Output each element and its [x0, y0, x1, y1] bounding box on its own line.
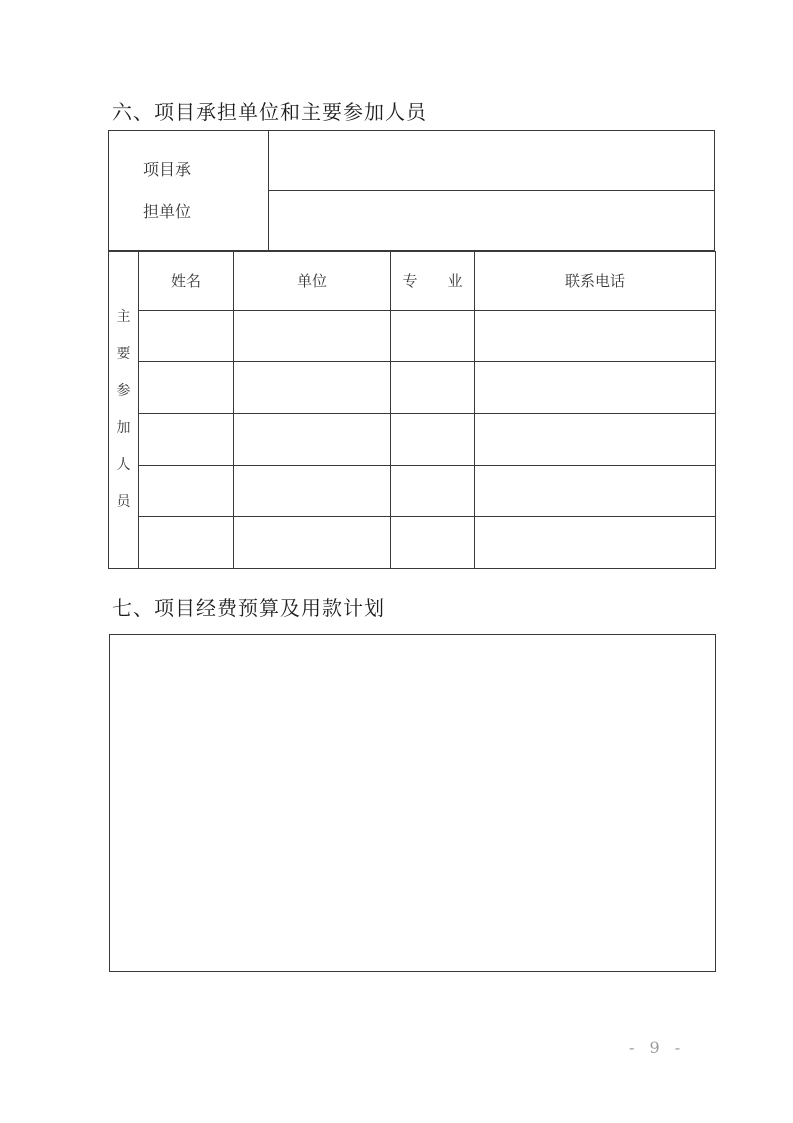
major-cell[interactable]	[391, 362, 475, 414]
table-row	[109, 310, 716, 362]
project-unit-label	[109, 131, 269, 251]
phone-cell[interactable]	[475, 465, 716, 517]
unit-cell[interactable]	[234, 310, 391, 362]
section-6-title: 六、项目承担单位和主要参加人员	[112, 100, 427, 124]
phone-cell[interactable]	[475, 517, 716, 569]
major-cell[interactable]	[391, 414, 475, 466]
column-header-unit: 单位	[234, 252, 391, 311]
major-cell[interactable]	[391, 517, 475, 569]
personnel-label-char: 员	[116, 494, 131, 510]
unit-cell[interactable]	[234, 517, 391, 569]
name-cell[interactable]	[139, 310, 234, 362]
personnel-label-char: 加	[116, 420, 131, 436]
unit-cell[interactable]	[234, 414, 391, 466]
project-unit-label-line1: 项目承	[143, 159, 192, 179]
phone-cell[interactable]	[475, 362, 716, 414]
project-unit-field-1[interactable]	[269, 131, 715, 191]
unit-cell[interactable]	[234, 465, 391, 517]
major-cell[interactable]	[391, 310, 475, 362]
column-header-major: 专 业	[391, 252, 475, 311]
name-cell[interactable]	[139, 465, 234, 517]
name-cell[interactable]	[139, 517, 234, 569]
phone-cell[interactable]	[475, 310, 716, 362]
personnel-label-char: 参	[116, 383, 131, 399]
personnel-table	[108, 251, 716, 569]
unit-cell[interactable]	[234, 362, 391, 414]
project-unit-label-line2: 担单位	[143, 201, 192, 221]
personnel-label-char: 主	[116, 309, 131, 325]
phone-cell[interactable]	[475, 414, 716, 466]
project-unit-field-2[interactable]	[269, 191, 715, 251]
column-header-name: 姓名	[139, 252, 234, 311]
column-header-phone: 联系电话	[475, 252, 716, 311]
table-row	[109, 362, 716, 414]
budget-plan-box[interactable]	[109, 634, 716, 972]
name-cell[interactable]	[139, 414, 234, 466]
personnel-label	[109, 252, 139, 569]
personnel-label-char: 人	[116, 457, 131, 473]
major-cell[interactable]	[391, 465, 475, 517]
personnel-label-char: 要	[116, 346, 131, 362]
name-cell[interactable]	[139, 362, 234, 414]
page-number: - 9 -	[629, 1038, 686, 1057]
table-row	[109, 465, 716, 517]
project-unit-table	[108, 130, 715, 251]
table-row	[109, 517, 716, 569]
table-row	[109, 414, 716, 466]
section-7-title: 七、项目经费预算及用款计划	[112, 596, 385, 620]
